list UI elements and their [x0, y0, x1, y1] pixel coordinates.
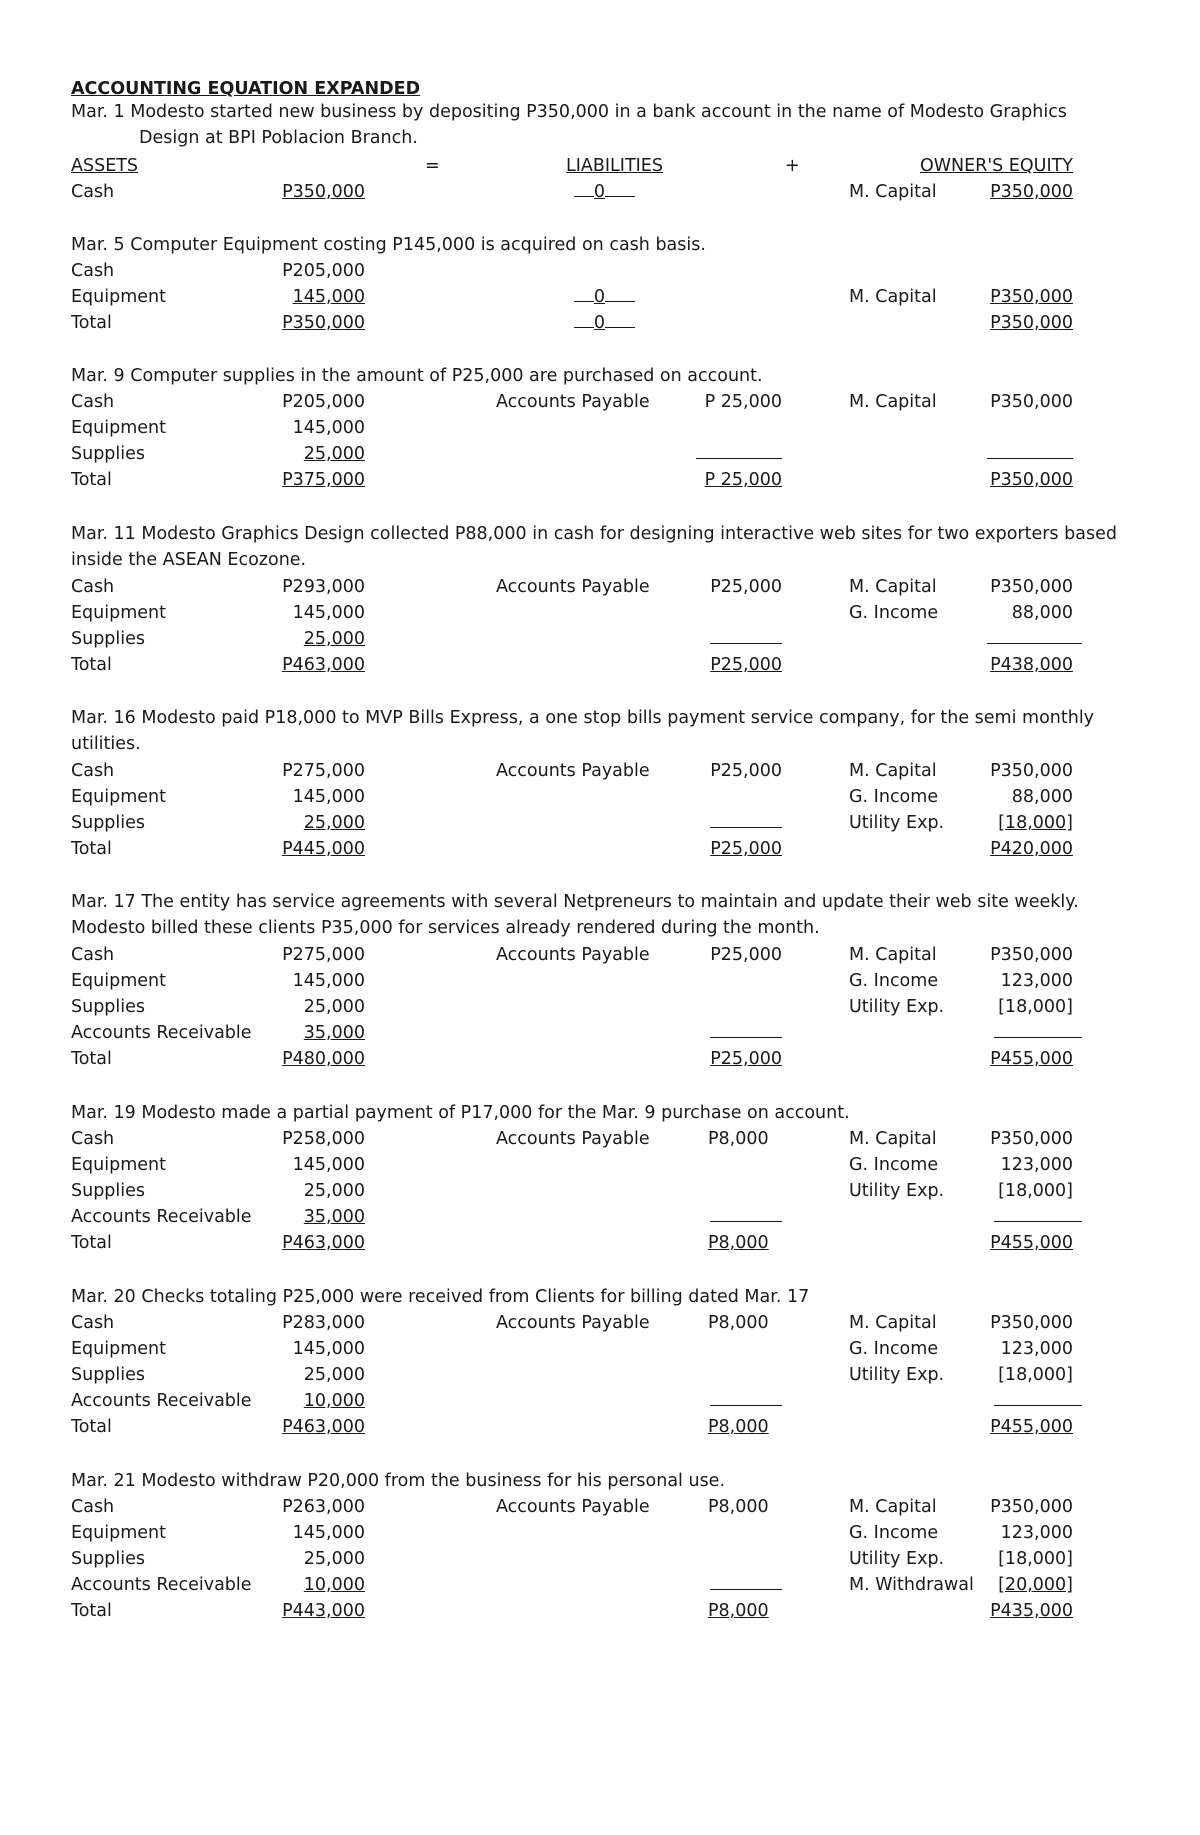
table-row — [0, 1204, 1200, 1231]
table-row — [0, 1310, 1200, 1337]
liability-total: P25,000 — [710, 655, 782, 675]
equity-total: P350,000 — [990, 313, 1073, 333]
equity-amount: P350,000 — [990, 1313, 1073, 1333]
equity-label: M. Capital — [849, 1313, 937, 1333]
equity-label: G. Income — [849, 971, 939, 991]
underline-blank — [994, 1388, 1082, 1415]
asset-total: P480,000 — [282, 1049, 365, 1069]
equity-label: M. Capital — [849, 392, 937, 412]
asset-label: Equipment — [71, 1155, 166, 1175]
liability-total: 0 — [574, 310, 635, 337]
underline-blank — [710, 810, 782, 837]
asset-label: Equipment — [71, 603, 166, 623]
asset-total: P463,000 — [282, 655, 365, 675]
description-line: Mar. 1 Modesto started new business by depositing P350,000 in a bank account in the name of Modesto Graphics — [71, 102, 1067, 122]
asset-amount: 145,000 — [292, 1155, 365, 1175]
equity-amount: 123,000 — [1000, 971, 1073, 991]
asset-label: Accounts Receivable — [71, 1023, 252, 1043]
equity-total: P455,000 — [990, 1049, 1073, 1069]
liability-label: Accounts Payable — [496, 577, 650, 597]
liability-total: P 25,000 — [704, 470, 782, 490]
liability-label: Accounts Payable — [496, 1129, 650, 1149]
total-row — [0, 1046, 1200, 1073]
asset-label: Cash — [71, 1497, 115, 1517]
asset-amount: 25,000 — [303, 629, 365, 649]
asset-amount: P258,000 — [282, 1129, 365, 1149]
asset-total: P463,000 — [282, 1233, 365, 1253]
table-row — [0, 784, 1200, 811]
total-row — [0, 836, 1200, 863]
table-row — [0, 1336, 1200, 1363]
equity-amount: P350,000 — [990, 945, 1073, 965]
liability-label: Accounts Payable — [496, 1497, 650, 1517]
asset-label: Supplies — [71, 1549, 146, 1569]
total-row — [0, 1230, 1200, 1257]
transaction-description: Mar. 21 Modesto withdraw P20,000 from the business for his personal use. — [71, 1471, 726, 1491]
table-row — [0, 179, 1200, 206]
liability-total: P8,000 — [708, 1233, 769, 1253]
asset-amount: 145,000 — [292, 418, 365, 438]
equity-label: G. Income — [849, 1523, 939, 1543]
asset-label: Cash — [71, 761, 115, 781]
equity-label: G. Income — [849, 603, 939, 623]
equity-label: Utility Exp. — [849, 1549, 945, 1569]
equity-label: G. Income — [849, 787, 939, 807]
total-row — [0, 310, 1200, 337]
table-row — [0, 1546, 1200, 1573]
underline-blank — [994, 1020, 1082, 1047]
asset-amount: 145,000 — [292, 1339, 365, 1359]
asset-label: Cash — [71, 945, 115, 965]
liability-total: P8,000 — [708, 1601, 769, 1621]
total-row — [0, 467, 1200, 494]
table-row — [0, 258, 1200, 285]
underline-blank — [710, 1204, 782, 1231]
equity-amount: P350,000 — [990, 1497, 1073, 1517]
equity-amount: [18,000] — [998, 1181, 1073, 1201]
asset-amount: 10,000 — [303, 1575, 365, 1595]
equity-amount: P350,000 — [990, 761, 1073, 781]
asset-total: P350,000 — [282, 313, 365, 333]
equity-amount: P350,000 — [990, 1129, 1073, 1149]
asset-total: P375,000 — [282, 470, 365, 490]
assets-header: ASSETS — [71, 156, 139, 176]
equity-label: Utility Exp. — [849, 1365, 945, 1385]
document-title: ACCOUNTING EQUATION EXPANDED — [71, 79, 421, 99]
asset-label: Supplies — [71, 997, 146, 1017]
equity-label: M. Capital — [849, 945, 937, 965]
equity-total: P455,000 — [990, 1417, 1073, 1437]
liability-amount: P 25,000 — [704, 392, 782, 412]
equity-amount: P350,000 — [990, 182, 1073, 202]
equity-amount: 123,000 — [1000, 1339, 1073, 1359]
total-label: Total — [71, 1233, 112, 1253]
equity-amount: P350,000 — [990, 392, 1073, 412]
transaction-description: Mar. 9 Computer supplies in the amount of P25,000 are purchased on account. — [71, 366, 763, 386]
total-label: Total — [71, 655, 112, 675]
table-row — [0, 1494, 1200, 1521]
column-header-row — [0, 153, 1200, 180]
table-row — [0, 942, 1200, 969]
asset-amount: P205,000 — [282, 261, 365, 281]
equity-label: M. Capital — [849, 1497, 937, 1517]
equity-amount: P350,000 — [990, 577, 1073, 597]
table-row — [0, 810, 1200, 837]
asset-amount: P350,000 — [282, 182, 365, 202]
underline-blank — [696, 441, 782, 468]
asset-total: P443,000 — [282, 1601, 365, 1621]
asset-amount: 25,000 — [303, 1365, 365, 1385]
liability-amount: P25,000 — [710, 761, 782, 781]
asset-label: Equipment — [71, 1339, 166, 1359]
liability-amount: P8,000 — [708, 1497, 769, 1517]
plus-sign: + — [785, 156, 800, 176]
asset-label: Supplies — [71, 629, 146, 649]
equity-header: OWNER'S EQUITY — [919, 156, 1073, 176]
liability-amount: P8,000 — [708, 1129, 769, 1149]
asset-label: Accounts Receivable — [71, 1391, 252, 1411]
asset-label: Equipment — [71, 287, 166, 307]
equity-amount: [18,000] — [998, 813, 1073, 833]
equity-label: G. Income — [849, 1339, 939, 1359]
table-row — [0, 415, 1200, 442]
equity-label: M. Capital — [849, 182, 937, 202]
underline-blank — [710, 1572, 782, 1599]
equity-total: P350,000 — [990, 470, 1073, 490]
liabilities-header: LIABILITIES — [566, 156, 663, 176]
asset-amount: 25,000 — [303, 813, 365, 833]
equity-label: M. Capital — [849, 761, 937, 781]
liability-total: P8,000 — [708, 1417, 769, 1437]
equity-label: Utility Exp. — [849, 813, 945, 833]
equity-label: M. Capital — [849, 577, 937, 597]
equity-label: Utility Exp. — [849, 997, 945, 1017]
asset-label: Cash — [71, 1313, 115, 1333]
table-row — [0, 1362, 1200, 1389]
asset-label: Equipment — [71, 1523, 166, 1543]
asset-amount: 145,000 — [292, 603, 365, 623]
equals-sign: = — [425, 156, 440, 176]
transaction-description: Mar. 16 Modesto paid P18,000 to MVP Bills Express, a one stop bills payment service company, for the semi monthly utilities. — [71, 708, 1095, 754]
table-row — [0, 1520, 1200, 1547]
table-row — [0, 574, 1200, 601]
asset-label: Cash — [71, 261, 115, 281]
asset-amount: 10,000 — [303, 1391, 365, 1411]
equity-label: Utility Exp. — [849, 1181, 945, 1201]
asset-label: Supplies — [71, 1181, 146, 1201]
asset-amount: P275,000 — [282, 761, 365, 781]
liability-total: P25,000 — [710, 1049, 782, 1069]
transaction-description: Mar. 20 Checks totaling P25,000 were received from Clients for billing dated Mar. 17 — [71, 1287, 810, 1307]
asset-label: Accounts Receivable — [71, 1575, 252, 1595]
asset-label: Equipment — [71, 971, 166, 991]
equity-amount: 123,000 — [1000, 1155, 1073, 1175]
total-label: Total — [71, 1049, 112, 1069]
asset-label: Cash — [71, 392, 115, 412]
equity-amount: [20,000] — [998, 1575, 1073, 1595]
underline-blank — [994, 1204, 1082, 1231]
asset-label: Cash — [71, 182, 115, 202]
equity-amount: [18,000] — [998, 1549, 1073, 1569]
liability-amount: P25,000 — [710, 577, 782, 597]
liability-label: Accounts Payable — [496, 761, 650, 781]
underline-blank — [987, 441, 1073, 468]
asset-amount: P205,000 — [282, 392, 365, 412]
asset-amount: P275,000 — [282, 945, 365, 965]
asset-label: Supplies — [71, 444, 146, 464]
transaction-description: Mar. 17 The entity has service agreements with several Netpreneurs to maintain and update their web site weekly. Modesto billed these clients P35,000 for services already rendered during the month. — [71, 892, 1079, 938]
table-row — [0, 626, 1200, 653]
total-row — [0, 1598, 1200, 1625]
equity-total: P435,000 — [990, 1601, 1073, 1621]
transaction-description: Mar. 19 Modesto made a partial payment of P17,000 for the Mar. 9 purchase on account. — [71, 1103, 850, 1123]
table-row — [0, 1020, 1200, 1047]
liability-amount: 0 — [574, 284, 635, 311]
asset-amount: P293,000 — [282, 577, 365, 597]
total-row — [0, 652, 1200, 679]
underline-blank — [710, 1388, 782, 1415]
table-row — [0, 1388, 1200, 1415]
asset-amount: 145,000 — [292, 787, 365, 807]
underline-blank — [710, 1020, 782, 1047]
liability-amount: P8,000 — [708, 1313, 769, 1333]
asset-label: Supplies — [71, 813, 146, 833]
asset-label: Cash — [71, 1129, 115, 1149]
underline-blank — [710, 626, 782, 653]
equity-amount: 123,000 — [1000, 1523, 1073, 1543]
asset-amount: 35,000 — [303, 1207, 365, 1227]
equity-amount: [18,000] — [998, 997, 1073, 1017]
underline-blank — [987, 626, 1082, 653]
equity-label: M. Withdrawal — [849, 1575, 974, 1595]
equity-label: G. Income — [849, 1155, 939, 1175]
table-row — [0, 1178, 1200, 1205]
asset-total: P463,000 — [282, 1417, 365, 1437]
equity-amount: P350,000 — [990, 287, 1073, 307]
liability-total: P25,000 — [710, 839, 782, 859]
liability-amount: P25,000 — [710, 945, 782, 965]
asset-amount: 25,000 — [303, 1181, 365, 1201]
liability-label: Accounts Payable — [496, 1313, 650, 1333]
liability-label: Accounts Payable — [496, 945, 650, 965]
table-row — [0, 968, 1200, 995]
asset-amount: P263,000 — [282, 1497, 365, 1517]
asset-amount: 25,000 — [303, 444, 365, 464]
table-row — [0, 1572, 1200, 1599]
asset-amount: P283,000 — [282, 1313, 365, 1333]
equity-label: M. Capital — [849, 1129, 937, 1149]
transaction-description: Mar. 5 Computer Equipment costing P145,000 is acquired on cash basis. — [71, 235, 706, 255]
asset-label: Cash — [71, 577, 115, 597]
table-row — [0, 1126, 1200, 1153]
asset-amount: 145,000 — [292, 971, 365, 991]
liability-label: Accounts Payable — [496, 392, 650, 412]
table-row — [0, 758, 1200, 785]
asset-amount: 145,000 — [292, 1523, 365, 1543]
liability-amount: 0 — [574, 179, 635, 206]
equity-amount: 88,000 — [1011, 787, 1073, 807]
total-label: Total — [71, 839, 112, 859]
equity-amount: 88,000 — [1011, 603, 1073, 623]
table-row — [0, 284, 1200, 311]
table-row — [0, 1152, 1200, 1179]
asset-amount: 145,000 — [292, 287, 365, 307]
asset-label: Equipment — [71, 418, 166, 438]
asset-amount: 35,000 — [303, 1023, 365, 1043]
equity-total: P455,000 — [990, 1233, 1073, 1253]
equity-total: P420,000 — [990, 839, 1073, 859]
transaction-description — [71, 99, 1141, 151]
table-row — [0, 441, 1200, 468]
table-row — [0, 994, 1200, 1021]
equity-amount: [18,000] — [998, 1365, 1073, 1385]
equity-total: P438,000 — [990, 655, 1073, 675]
table-row — [0, 389, 1200, 416]
asset-label: Equipment — [71, 787, 166, 807]
asset-label: Supplies — [71, 1365, 146, 1385]
asset-label: Accounts Receivable — [71, 1207, 252, 1227]
total-label: Total — [71, 470, 112, 490]
equity-label: M. Capital — [849, 287, 937, 307]
transaction-description: Mar. 11 Modesto Graphics Design collected P88,000 in cash for designing interactive web sites for two exporters based inside the ASEAN Ecozone. — [71, 524, 1117, 570]
total-row — [0, 1414, 1200, 1441]
total-label: Total — [71, 1417, 112, 1437]
table-row — [0, 600, 1200, 627]
asset-total: P445,000 — [282, 839, 365, 859]
total-label: Total — [71, 1601, 112, 1621]
total-label: Total — [71, 313, 112, 333]
description-line: Design at BPI Poblacion Branch. — [139, 128, 418, 148]
asset-amount: 25,000 — [303, 997, 365, 1017]
asset-amount: 25,000 — [303, 1549, 365, 1569]
